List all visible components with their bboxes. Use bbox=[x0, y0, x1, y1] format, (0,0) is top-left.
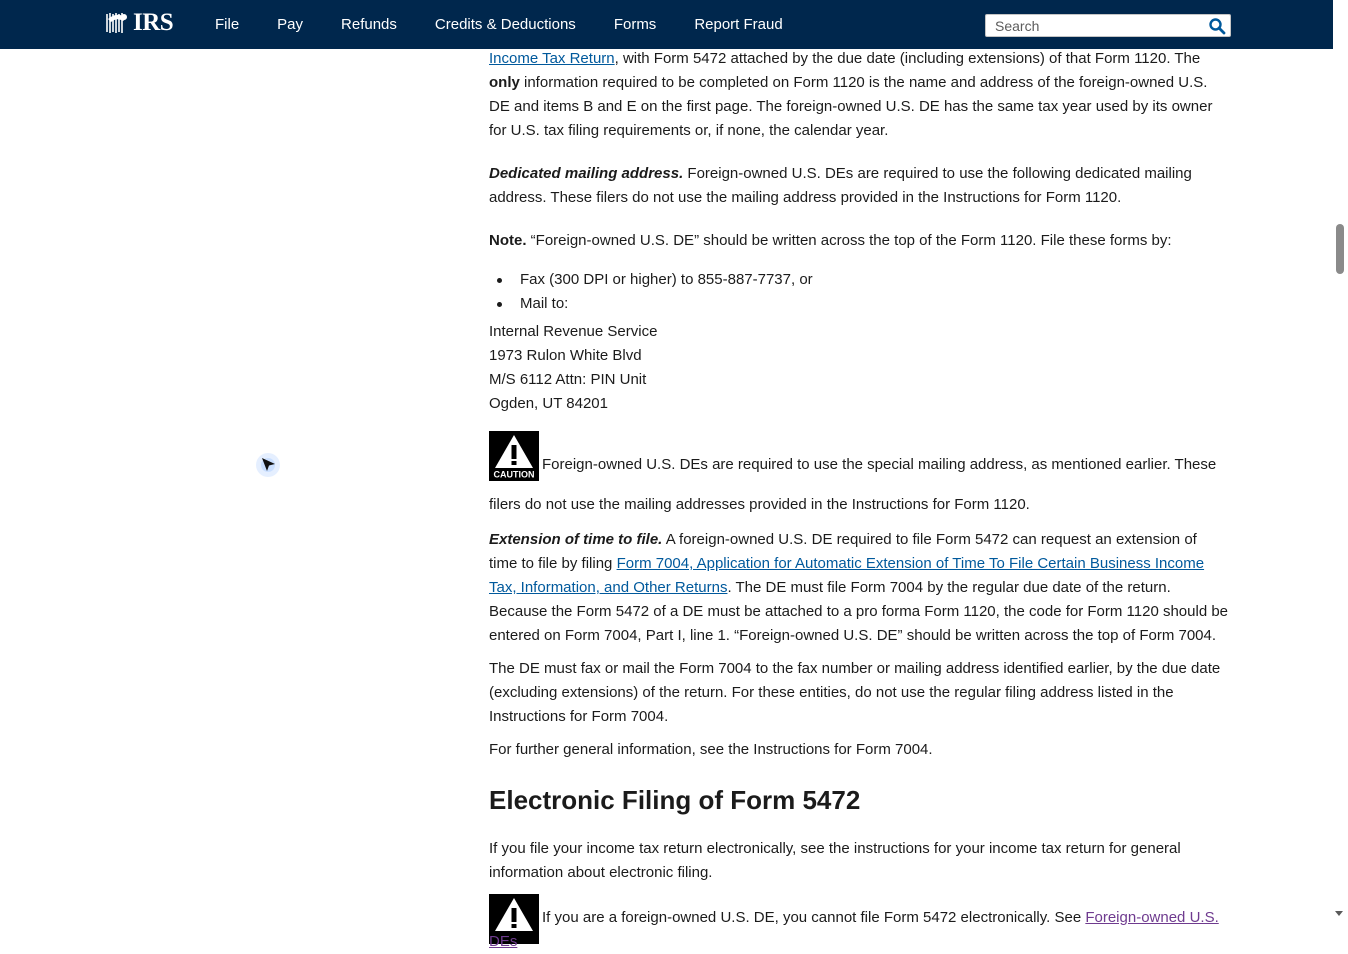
address-line: 1973 Rulon White Blvd bbox=[489, 347, 642, 364]
address-line: Ogden, UT 84201 bbox=[489, 395, 608, 412]
list-item: Mail to: bbox=[489, 292, 813, 316]
section-heading-electronic-filing: Electronic Filing of Form 5472 bbox=[489, 785, 861, 815]
eagle-icon bbox=[104, 11, 130, 35]
scroll-down-arrow-icon[interactable] bbox=[1335, 911, 1343, 916]
search-box bbox=[985, 14, 1231, 37]
search-icon[interactable] bbox=[1208, 17, 1226, 35]
mouse-cursor-icon bbox=[253, 450, 283, 480]
paragraph-electronic-filing: If you file your income tax return electronically, see the instructions for your income tax return for general information about electronic filing. bbox=[489, 840, 1181, 881]
note-label: Note. bbox=[489, 232, 527, 249]
paragraph-form-1120-requirements: Income Tax Return, with Form 5472 attached by the due date (including extensions) of that Form 1120. The only information required to be completed on Form 1120 is the name and address of the foreign-owned U.S. DE and items B and E on the first page. The foreign-owned U.S. DE has the same tax year used by its owner for U.S. tax filing requirements or, if none, the calendar year. bbox=[489, 50, 1213, 139]
scrollbar-thumb[interactable] bbox=[1336, 224, 1344, 274]
main-nav bbox=[196, 0, 802, 49]
irs-logo[interactable] bbox=[104, 9, 173, 37]
nav-credits-deductions[interactable]: Credits & Deductions bbox=[434, 16, 576, 33]
income-tax-return-link[interactable]: Income Tax Return bbox=[489, 50, 615, 67]
caution-text: If you are a foreign-owned U.S. DE, you cannot file Form 5472 electronically. See Foreign-owned U.S. DEs bbox=[489, 909, 1219, 950]
nav-pay[interactable]: Pay bbox=[277, 16, 304, 33]
filing-methods-list bbox=[489, 268, 813, 316]
nav-refunds[interactable]: Refunds bbox=[341, 16, 397, 33]
search-input[interactable] bbox=[986, 15, 1202, 36]
caution-text: Foreign-owned U.S. DEs are required to use the special mailing address, as mentioned earlier. These filers do not use the mailing addresses provided in the Instructions for Form 1120. bbox=[489, 456, 1217, 513]
address-line: Internal Revenue Service bbox=[489, 323, 658, 340]
foreign-owned-des-link[interactable]: Foreign-owned U.S. DEs bbox=[489, 909, 1219, 950]
paragraph-further-information: For further general information, see the Instructions for Form 7004. bbox=[489, 741, 933, 758]
logo-text: IRS bbox=[133, 9, 174, 36]
address-line: M/S 6112 Attn: PIN Unit bbox=[489, 371, 647, 388]
extension-of-time-heading: Extension of time to file. bbox=[489, 531, 663, 548]
nav-forms[interactable]: Forms bbox=[613, 16, 657, 33]
paragraph-dedicated-mailing-address: Dedicated mailing address. Foreign-owned U.S. DEs are required to use the following dedicated mailing address. These filers do not use the mailing address provided in the Instructions for Form 1120. bbox=[489, 165, 1192, 206]
paragraph-note: Note. “Foreign-owned U.S. DE” should be written across the top of the Form 1120. File these forms by: bbox=[489, 232, 1172, 249]
page-scrollbar[interactable] bbox=[1333, 0, 1348, 926]
list-item: Fax (300 DPI or higher) to 855-887-7737, or bbox=[489, 268, 813, 292]
nav-report-fraud[interactable]: Report Fraud bbox=[694, 16, 783, 33]
caution-label: CAUTION bbox=[493, 469, 535, 480]
dedicated-mailing-address-heading: Dedicated mailing address. bbox=[489, 165, 684, 182]
paragraph-extension-of-time: Extension of time to file. A foreign-owned U.S. DE required to file Form 5472 can request an extension of time to file by filing Form 7004, Application for Automatic Extension of Time To File Certain Business Income Tax, Information, and Other Returns. The DE must file Form 7004 by the regular due date of the return. Because the Form 5472 of a DE must be attached to a pro forma Form 1120, the code for Form 1120 should be entered on Form 7004, Part I, line 1. “Foreign-owned U.S. DE” should be written across the top of Form 7004. bbox=[489, 531, 1229, 644]
site-header bbox=[0, 0, 1333, 49]
nav-file[interactable]: File bbox=[215, 16, 240, 33]
paragraph-fax-or-mail-7004: The DE must fax or mail the Form 7004 to the fax number or mailing address identified earlier, by the due date (excluding extensions) of the return. For these entities, do not use the regular filing address listed in the Instructions for Form 7004. bbox=[489, 660, 1221, 725]
form-7004-link[interactable]: Form 7004, Application for Automatic Extension of Time To File Certain Business Income Tax, Information, and Other Returns bbox=[489, 555, 1205, 596]
mailing-address bbox=[489, 320, 657, 416]
